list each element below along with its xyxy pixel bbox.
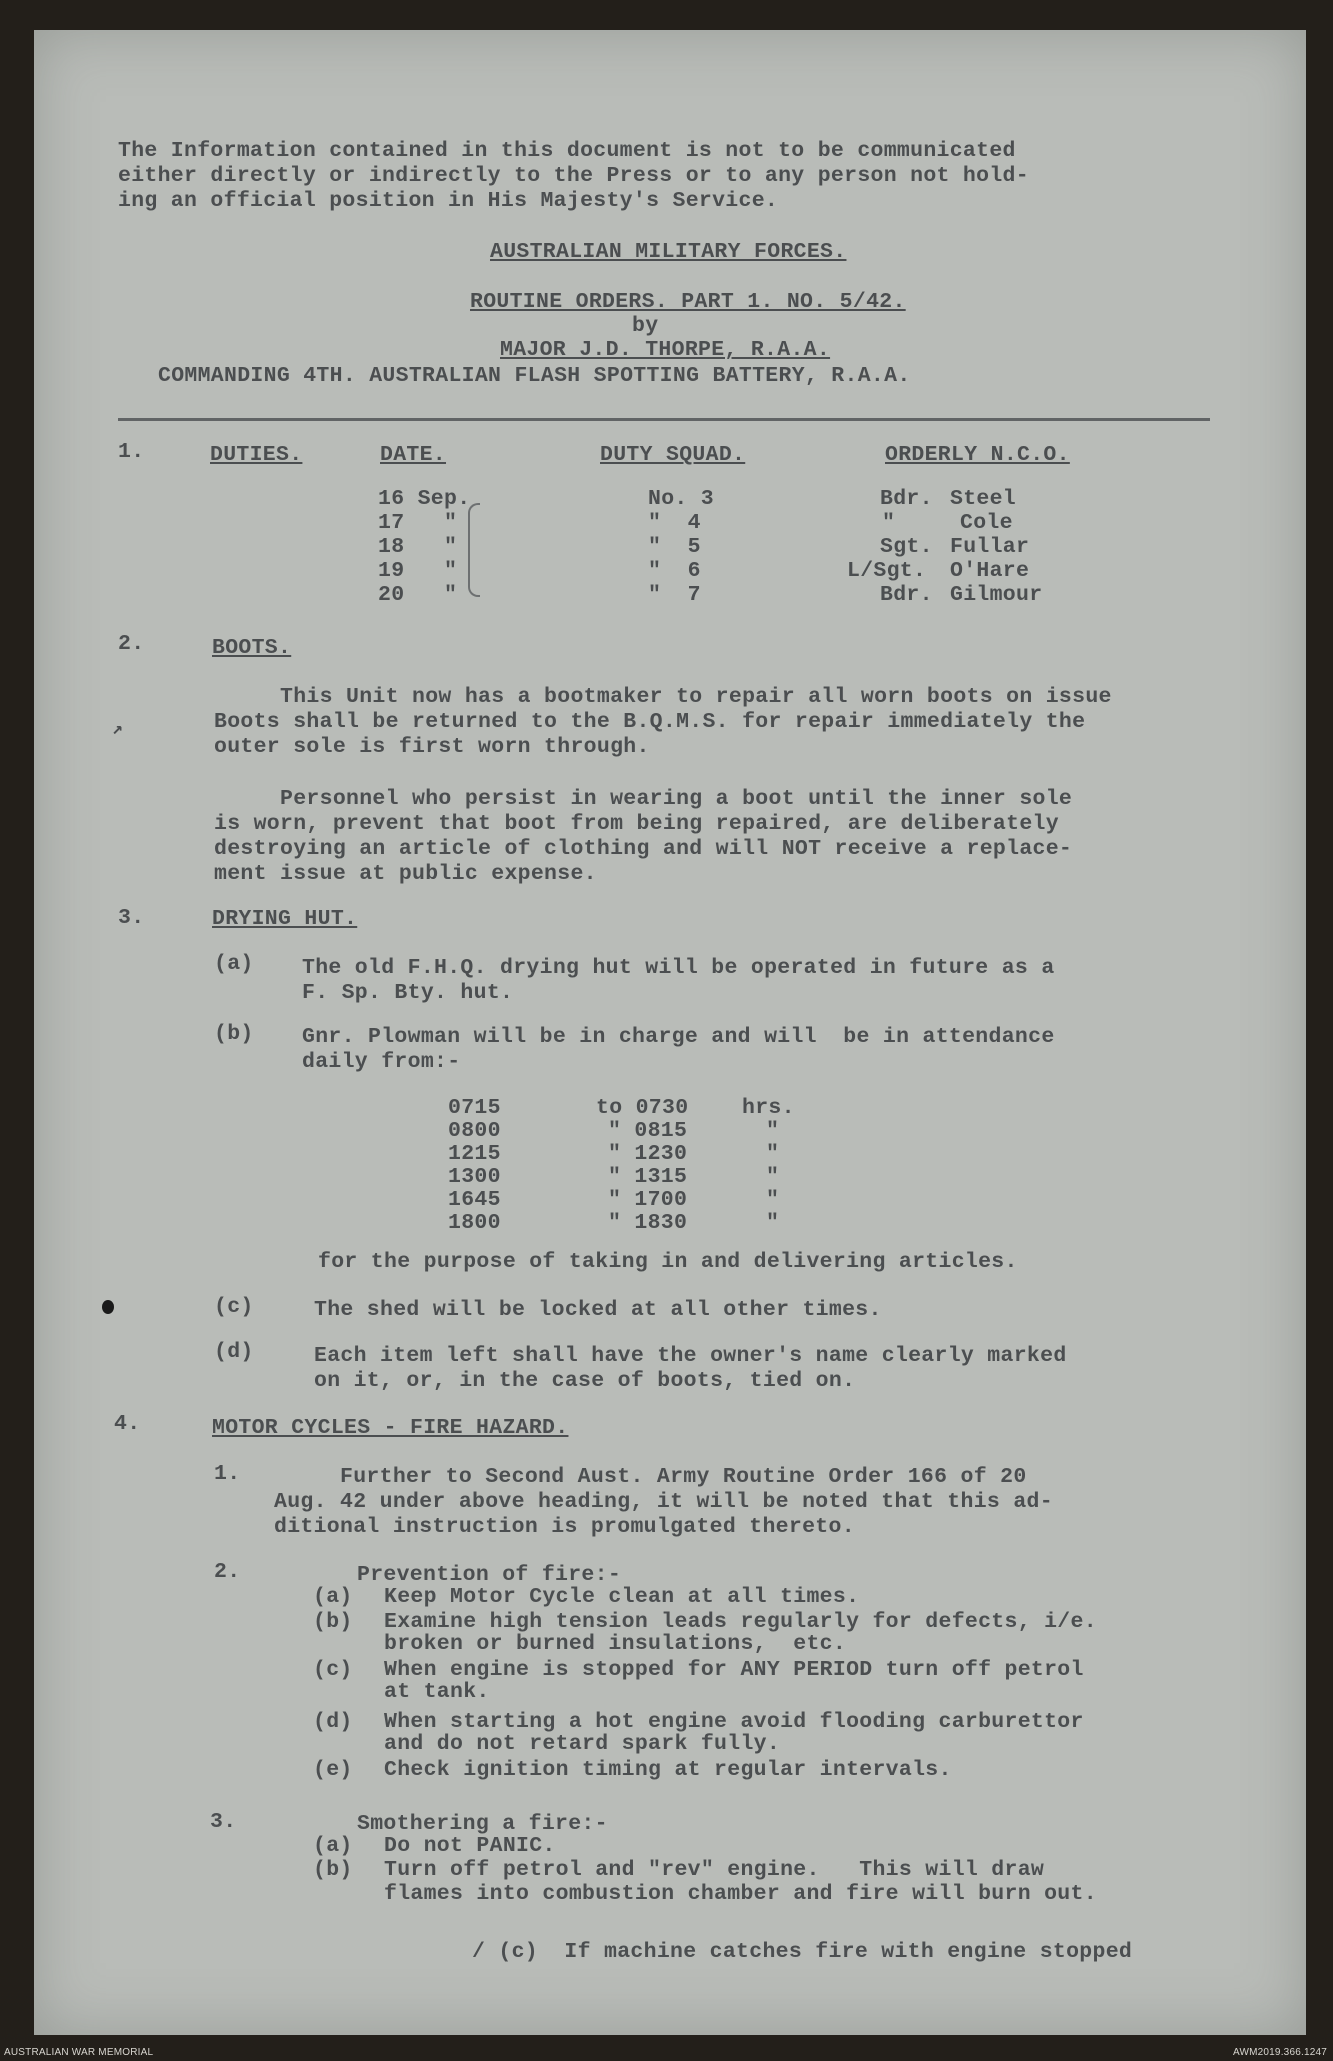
time-from: 1645 [448,1188,501,1212]
sub-1-line-2: Aug. 42 under above heading, it will be noted that this ad- [274,1490,1053,1514]
time-to: " 1315 [608,1165,688,1189]
time-from: 0715 [448,1096,501,1120]
section-4-number: 4. [114,1412,141,1436]
prevention-item-line: When engine is stopped for ANY PERIOD turn off petrol [384,1658,1084,1682]
prevention-item-line: When starting a hot engine avoid flooding carburettor [384,1710,1084,1734]
item-b-line-2: daily from:- [302,1050,461,1074]
boots-para-1-line-1: This Unit now has a bootmaker to repair all worn boots on issue [214,685,1112,709]
continuation-line: / (c) If machine catches fire with engine stopped [472,1940,1133,1964]
time-unit: " [766,1165,780,1189]
smothering-item-label: (b) [313,1858,353,1882]
duty-squad: " 7 [648,583,701,607]
sub-3-number: 3. [210,1810,237,1834]
unit-line: COMMANDING 4TH. AUSTRALIAN FLASH SPOTTING BATTERY, R.A.A. [158,364,911,388]
prevention-item-label: (e) [313,1758,353,1782]
nco-name: Fullar [950,535,1030,559]
item-d-line-1: Each item left shall have the owner's name clearly marked [314,1344,1067,1368]
time-from: 1800 [448,1211,501,1235]
item-a-line-2: F. Sp. Bty. hut. [302,981,514,1005]
boots-heading: BOOTS. [212,636,292,660]
boots-para-1-line-2: Boots shall be returned to the B.Q.M.S. for repair immediately the [214,710,1086,734]
header-divider [118,418,1210,421]
duty-date: 17 " [378,511,458,535]
footer-reference: AWM2019.366.1247 [1232,2047,1327,2058]
nco-rank: Sgt. [880,535,933,559]
nco-name: O'Hare [950,559,1030,583]
smothering-item-line: flames into combustion chamber and fire will burn out. [384,1882,1097,1906]
boots-para-1-line-3: outer sole is first worn through. [214,735,650,759]
prevention-item-label: (d) [313,1710,353,1734]
boots-para-2-line-1: Personnel who persist in wearing a boot until the inner sole [214,787,1073,811]
time-to: to 0730 [596,1096,689,1120]
time-unit: " [766,1211,780,1235]
drying-hut-heading: DRYING HUT. [212,907,358,931]
time-to: " 1830 [608,1211,688,1235]
duty-date: 19 " [378,559,458,583]
sub-1-line-1: Further to Second Aust. Army Routine Order 166 of 20 [274,1465,1027,1489]
nco-rank: " [882,511,896,535]
item-b-line-1: Gnr. Plowman will be in charge and will be in attendance [302,1025,1055,1049]
nco-name: Steel [950,487,1017,511]
prevention-item-line: Keep Motor Cycle clean at all times. [384,1585,860,1609]
duty-date: 18 " [378,535,458,559]
smothering-item-label: (a) [313,1834,353,1858]
prevention-item-label: (b) [313,1610,353,1634]
nco-name: Cole [960,511,1013,535]
time-from: 1215 [448,1142,501,1166]
boots-para-2-line-4: ment issue at public expense. [214,862,597,886]
item-a-line-1: The old F.H.Q. drying hut will be operated in future as a [302,956,1055,980]
sub-2-number: 2. [214,1560,241,1584]
time-to: " 0815 [608,1119,688,1143]
section-2-number: 2. [118,632,145,656]
purpose-line: for the purpose of taking in and delivering articles. [318,1250,1018,1274]
nco-rank: L/Sgt. [847,559,927,583]
officer-name: MAJOR J.D. THORPE, R.A.A. [500,338,831,362]
duty-squad-column-header: DUTY SQUAD. [600,443,746,467]
duty-squad: No. 3 [648,487,715,511]
prevention-item-line: Check ignition timing at regular intervals. [384,1758,952,1782]
by-line: by [632,314,659,338]
org-heading: AUSTRALIAN MILITARY FORCES. [490,240,847,264]
time-unit: " [766,1119,780,1143]
nco-rank: Bdr. [880,583,933,607]
notice-line-2: either directly or indirectly to the Press or to any person not hold- [118,164,1029,188]
smothering-heading: Smothering a fire:- [357,1812,608,1836]
orderly-nco-column-header: ORDERLY N.C.O. [885,443,1070,467]
prevention-heading: Prevention of fire:- [357,1563,622,1587]
item-d-line-2: on it, or, in the case of boots, tied on. [314,1369,856,1393]
duty-squad: " 6 [648,559,701,583]
time-unit: " [766,1188,780,1212]
date-bracket [468,503,480,597]
section-1-number: 1. [118,440,145,464]
nco-rank: Bdr. [880,487,933,511]
time-from: 0800 [448,1119,501,1143]
prevention-item-line: at tank. [384,1680,490,1704]
prevention-item-label: (a) [313,1585,353,1609]
footer-credit: AUSTRALIAN WAR MEMORIAL [4,2047,154,2058]
sub-1-number: 1. [214,1462,241,1486]
notice-line-3: ing an official position in His Majesty's Service. [118,189,779,213]
duty-date: 16 Sep. [378,487,471,511]
prevention-item-label: (c) [313,1658,353,1682]
item-c-label: (c) [214,1295,254,1319]
sub-1-line-3: ditional instruction is promulgated thereto. [274,1515,855,1539]
duty-squad: " 5 [648,535,701,559]
prevention-item-line: and do not retard spark fully. [384,1732,781,1756]
boots-para-2-line-2: is worn, prevent that boot from being repaired, are deliberately [214,812,1059,836]
item-d-label: (d) [214,1340,254,1364]
time-to: " 1700 [608,1188,688,1212]
boots-para-2-line-3: destroying an article of clothing and will NOT receive a replace- [214,837,1073,861]
prevention-item-line: Examine high tension leads regularly for defects, i/e. [384,1610,1097,1634]
item-b-label: (b) [214,1022,254,1046]
margin-tick-mark: ↗ [112,720,124,740]
date-column-header: DATE. [380,443,447,467]
ink-blot-mark [102,1300,114,1314]
duty-squad: " 4 [648,511,701,535]
motor-cycles-heading: MOTOR CYCLES - FIRE HAZARD. [212,1416,569,1440]
item-c-text: The shed will be locked at all other times. [314,1298,882,1322]
time-from: 1300 [448,1165,501,1189]
duty-date: 20 " [378,583,458,607]
time-to: " 1230 [608,1142,688,1166]
smothering-item-line: Turn off petrol and "rev" engine. This will draw [384,1858,1045,1882]
nco-name: Gilmour [950,583,1043,607]
time-unit: " [766,1142,780,1166]
smothering-item-line: Do not PANIC. [384,1834,556,1858]
duties-heading: DUTIES. [210,443,303,467]
prevention-item-line: broken or burned insulations, etc. [384,1632,847,1656]
item-a-label: (a) [214,952,254,976]
section-3-number: 3. [118,906,145,930]
routine-orders-title: ROUTINE ORDERS. PART 1. NO. 5/42. [470,290,906,314]
notice-line-1: The Information contained in this document is not to be communicated [118,139,1016,163]
time-unit: hrs. [742,1096,795,1120]
